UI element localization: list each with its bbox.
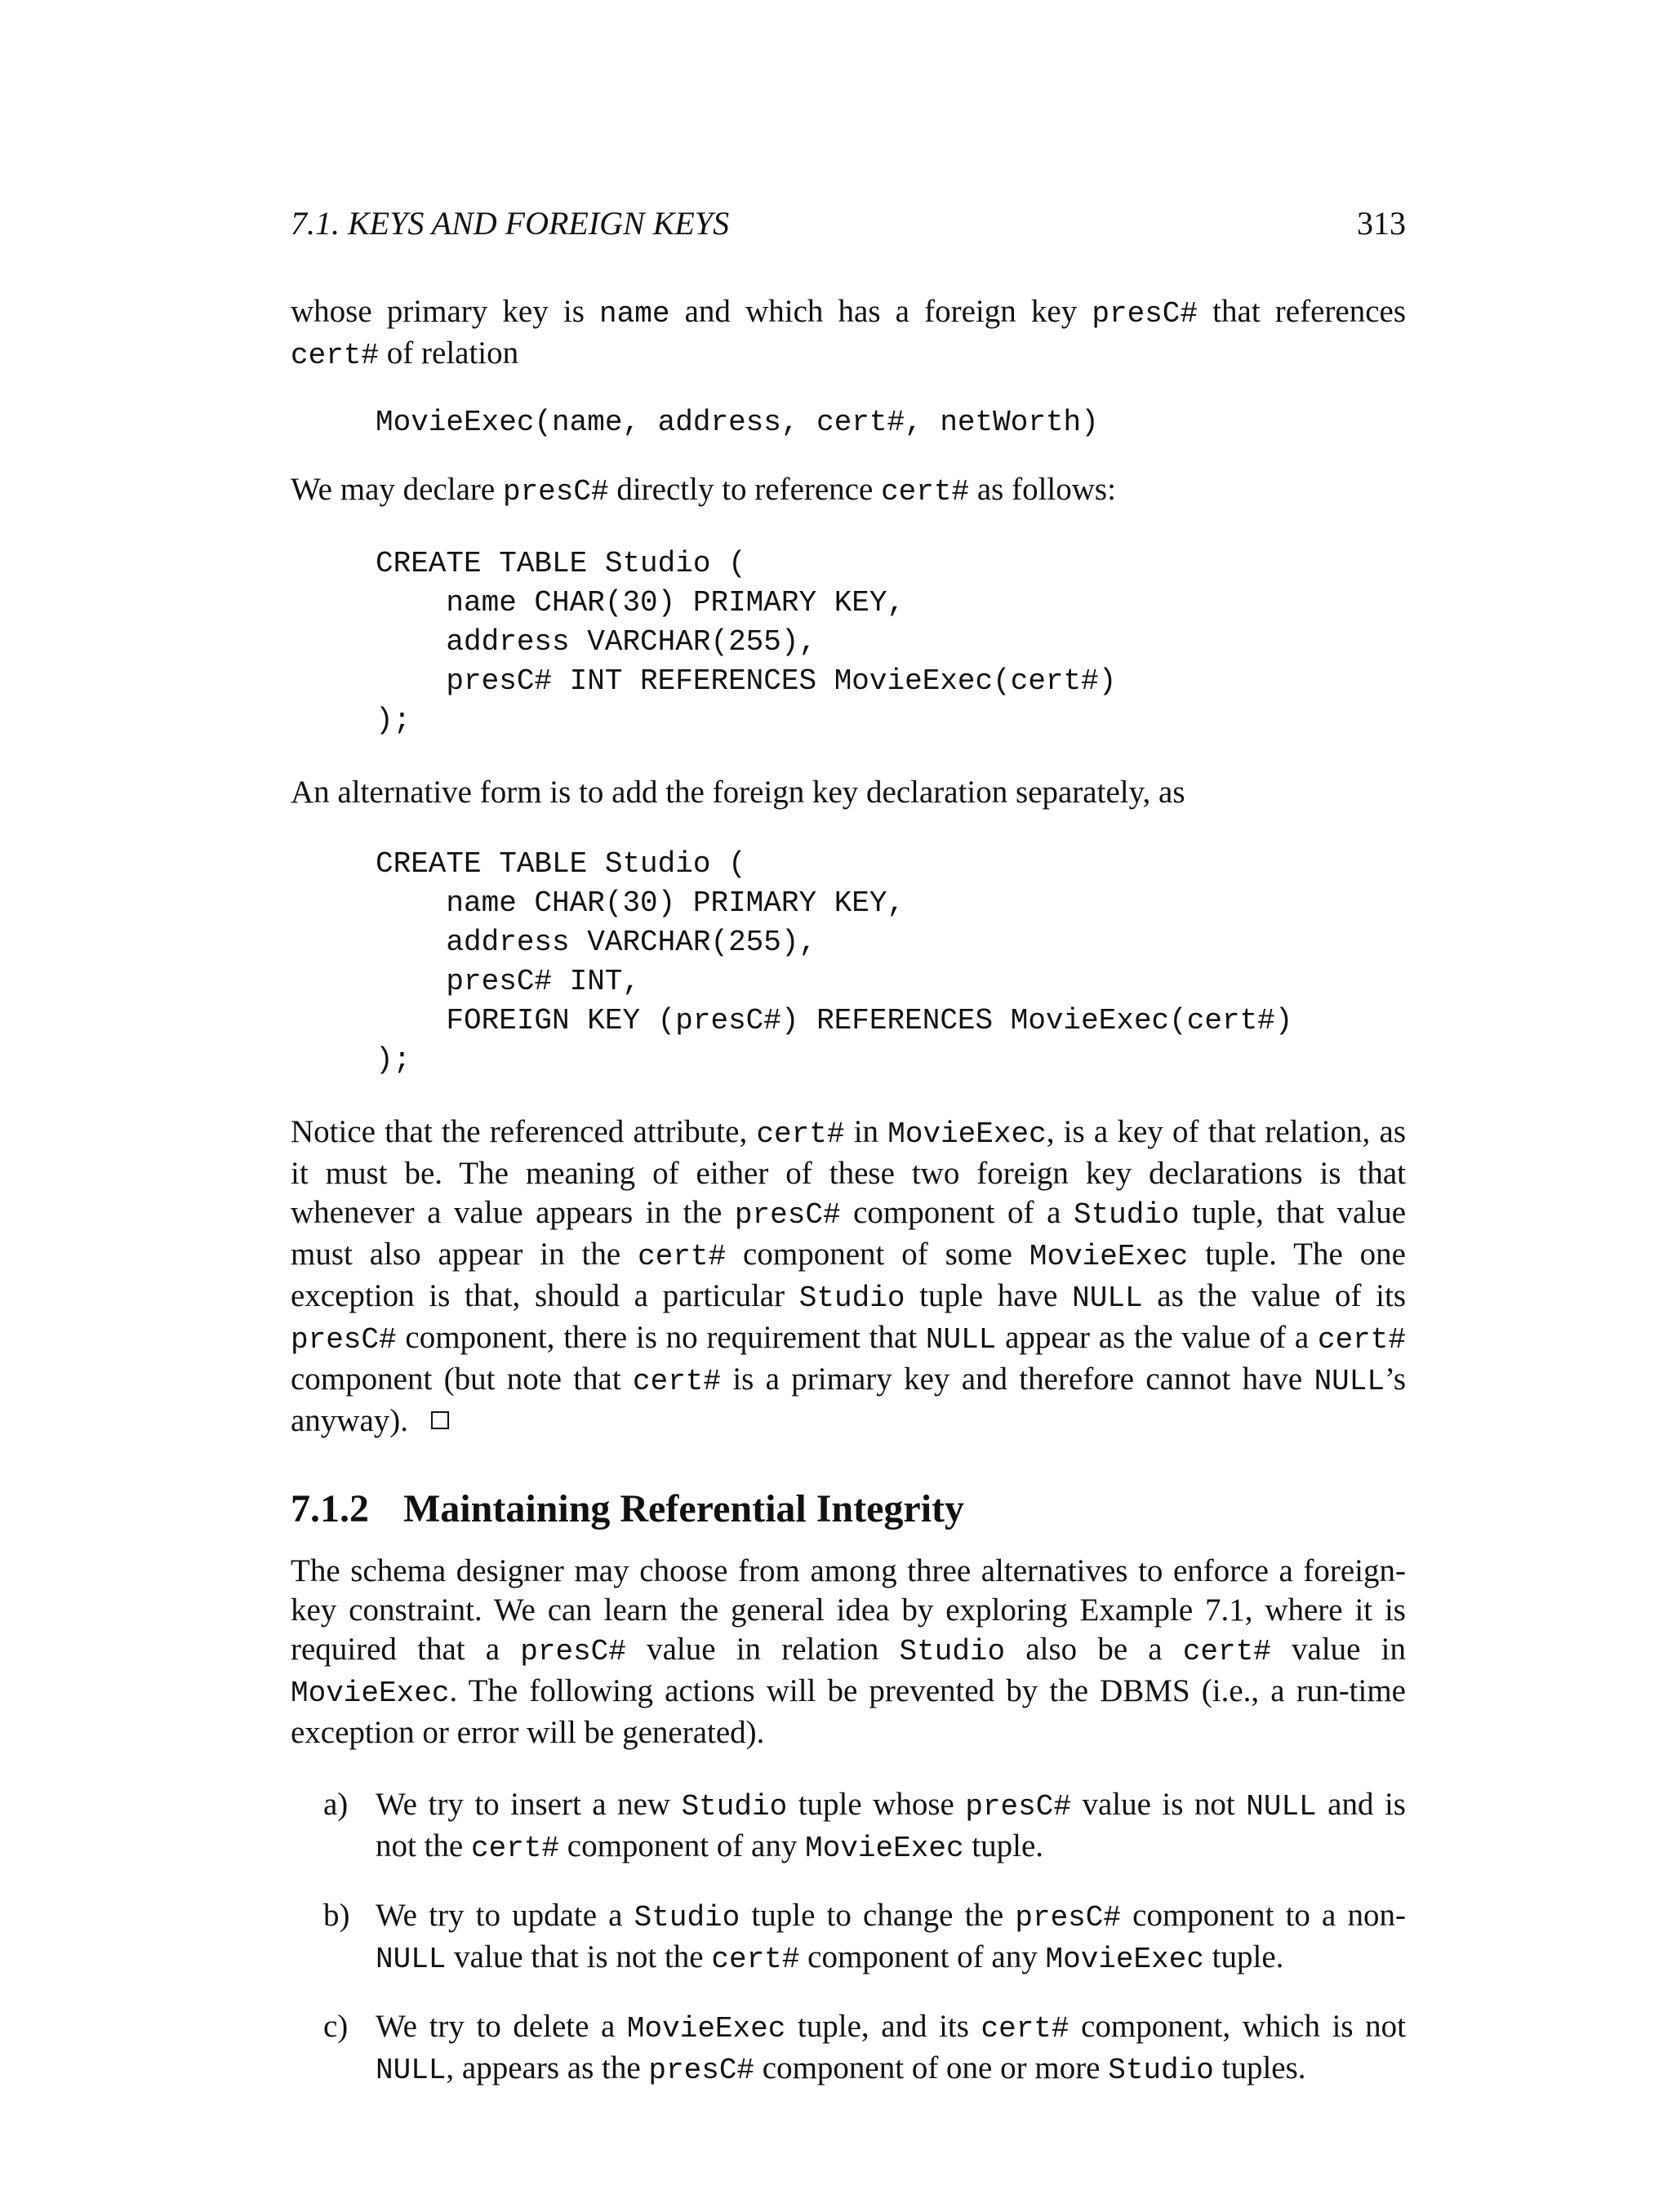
section-title: Maintaining Referential Integrity bbox=[403, 1487, 965, 1530]
page-number: 313 bbox=[1357, 205, 1406, 242]
paragraph-intro: whose primary key is name and which has a foreign key presC# that references cert# of relation bbox=[291, 294, 1406, 372]
list-spacer bbox=[291, 1868, 1406, 1896]
list-marker: b) bbox=[323, 1898, 350, 1933]
paragraph-declare: We may declare presC# directly to reference cert# as follows: bbox=[291, 472, 1116, 509]
code-create-studio-foreign-key: CREATE TABLE Studio ( name CHAR(30) PRIMARY KEY, address VARCHAR(255), presC# INT, FOREIGN KEY (presC#) REFERENCES MovieExec(cert#) ); bbox=[376, 847, 1293, 1077]
list-marker: c) bbox=[323, 2009, 349, 2044]
paragraph-alternative: An alternative form is to add the foreign key declaration separately, as bbox=[291, 775, 1185, 810]
running-head-title: 7.1. KEYS AND FOREIGN KEYS bbox=[291, 205, 730, 242]
list-marker: a) bbox=[323, 1787, 349, 1822]
section-number: 7.1.2 bbox=[291, 1487, 369, 1530]
code-movieexec-schema: MovieExec(name, address, cert#, netWorth) bbox=[376, 406, 1099, 439]
end-of-example-icon bbox=[431, 1411, 449, 1429]
book-page bbox=[291, 204, 1406, 2090]
running-head bbox=[291, 204, 1406, 256]
list-spacer bbox=[291, 1979, 1406, 2007]
list-item: a) We try to insert a new Studio tuple whose presC# value is not NULL and is not the cert# component of any MovieExec tuple. bbox=[323, 1787, 1406, 1865]
paragraph-schema-designer: The schema designer may choose from among three alternatives to enforce a foreign-key constraint. We can learn the general idea by exploring Example 7.1, where it is required that a presC# value in relation Studio also be a cert# value in MovieExec. The following actions will be prevented by the DBMS (i.e., a run-time exception or error will be generated). bbox=[291, 1553, 1406, 1750]
prevented-actions-list bbox=[291, 1785, 1406, 2090]
paragraph-notice: Notice that the referenced attribute, cert# in MovieExec, is a key of that relation, as it must be. The meaning of either of these two foreign key declarations is that whenever a value appears in the presC# component of a Studio tuple, that value must also appear in the cert# component of some MovieExec tuple. The one exception is that, should a particular Studio tuple have NULL as the value of its presC# component, there is no requirement that NULL appear as the value of a cert# component (but note that cert# is a primary key and therefore cannot have NULL’s anyway). bbox=[291, 1114, 1407, 1438]
list-item: c) We try to delete a MovieExec tuple, and its cert# component, which is not NULL, appears as the presC# component of one or more Studio tuples. bbox=[323, 2009, 1406, 2087]
section-heading bbox=[291, 1485, 1406, 1534]
list-item: b) We try to update a Studio tuple to change the presC# component to a non-NULL value that is not the cert# component of any MovieExec tuple. bbox=[323, 1898, 1406, 1976]
code-create-studio-references: CREATE TABLE Studio ( name CHAR(30) PRIMARY KEY, address VARCHAR(255), presC# INT REFERENCES MovieExec(cert#) ); bbox=[376, 547, 1117, 737]
